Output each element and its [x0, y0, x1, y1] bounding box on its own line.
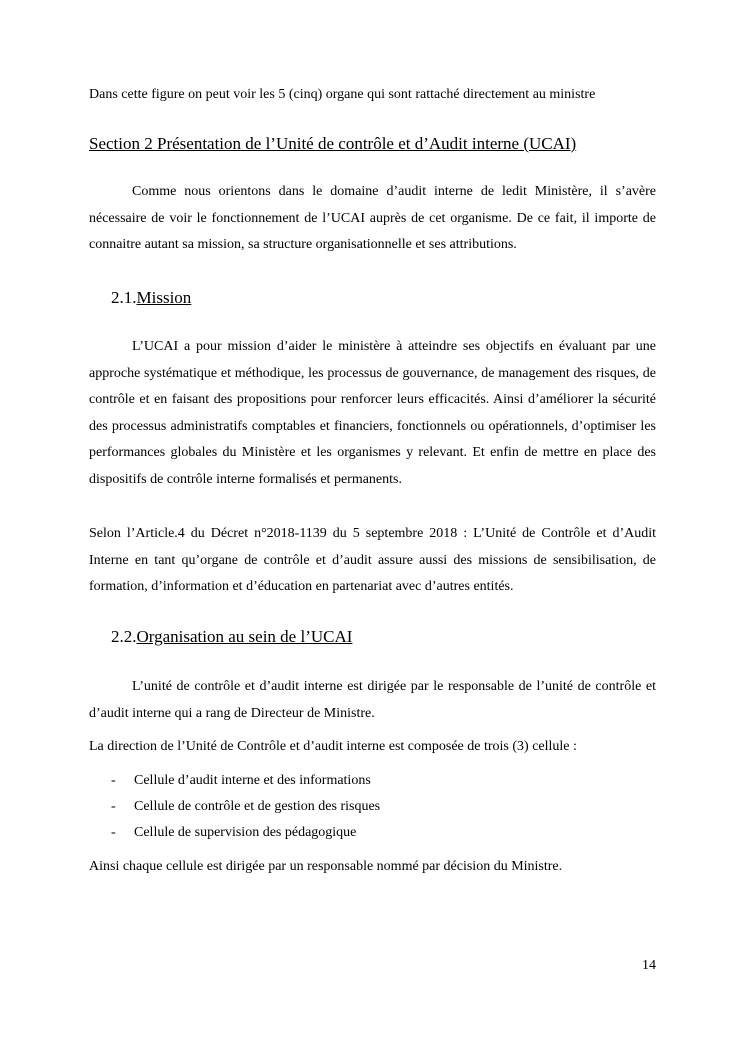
article-4-paragraph: Selon l’Article.4 du Décret n°2018-1139 du 5 septembre 2018 : L’Unité de Contrôle et d’Audit Interne en tant qu’organe de contrôle et d’audit assure aussi des missions de sensibilisation, de formation, d’information et d’éducation en partenariat avec d’autres entités. — [89, 526, 656, 594]
subsection-2-2-number: 2.2. — [111, 627, 137, 646]
section-2-intro-paragraph: Comme nous orientons dans le domaine d’audit interne de ledit Ministère, il s’avère nécessaire de voir le fonctionnement de l’UCAI auprès de cet organisme. De ce fait, il importe de connaitre autant sa mission, sa structure organisationnelle et ses attributions. — [89, 184, 656, 252]
subsection-2-2-heading — [111, 626, 678, 648]
cells-list — [89, 768, 656, 846]
subsection-2-1-number: 2.1. — [111, 288, 137, 307]
organisation-paragraph: L’unité de contrôle et d’audit interne est dirigée par le responsable de l’unité de contrôle et d’audit interne qui a rang de Directeur de Ministre. — [89, 679, 656, 721]
list-item — [89, 794, 656, 820]
subsection-2-1-heading — [111, 287, 678, 309]
section-2-title: Section 2 Présentation de l’Unité de contrôle et d’Audit interne (UCAI) — [89, 134, 577, 153]
mission-paragraph: L’UCAI a pour mission d’aider le ministère à atteindre ses objectifs en évaluant par une approche systématique et méthodique, les processus de gouvernance, de management des risques, de contrôle et en faisant des propositions pour renforcer leurs efficacités. Ainsi d’améliorer la sécurité des processus administratifs comptables et financiers, fonctionnels ou opérationnels, d’optimiser les performances globales du Ministère et les organismes y relevant. Et enfin de mettre en place des dispositifs de contrôle interne formalisés et permanents. — [89, 339, 656, 487]
list-item-text: Cellule de contrôle et de gestion des risques — [134, 799, 381, 814]
list-item — [89, 820, 656, 846]
composition-paragraph: La direction de l’Unité de Contrôle et d’audit interne est composée de trois (3) cellule : — [89, 739, 577, 754]
subsection-2-1-title: Mission — [136, 288, 192, 307]
list-dash: - — [111, 799, 116, 814]
list-item-text: Cellule de supervision des pédagogique — [134, 825, 357, 840]
closing-paragraph: Ainsi chaque cellule est dirigée par un responsable nommé par décision du Ministre. — [89, 859, 563, 874]
list-dash: - — [111, 825, 116, 840]
subsection-2-2-title: Organisation au sein de l’UCAI — [136, 627, 353, 646]
page-number: 14 — [642, 958, 656, 973]
list-item — [89, 768, 656, 794]
list-dash: - — [111, 773, 116, 788]
list-item-text: Cellule d’audit interne et des informations — [134, 773, 371, 788]
intro-line: Dans cette figure on peut voir les 5 (cinq) organe qui sont rattaché directement au ministre — [89, 87, 596, 102]
